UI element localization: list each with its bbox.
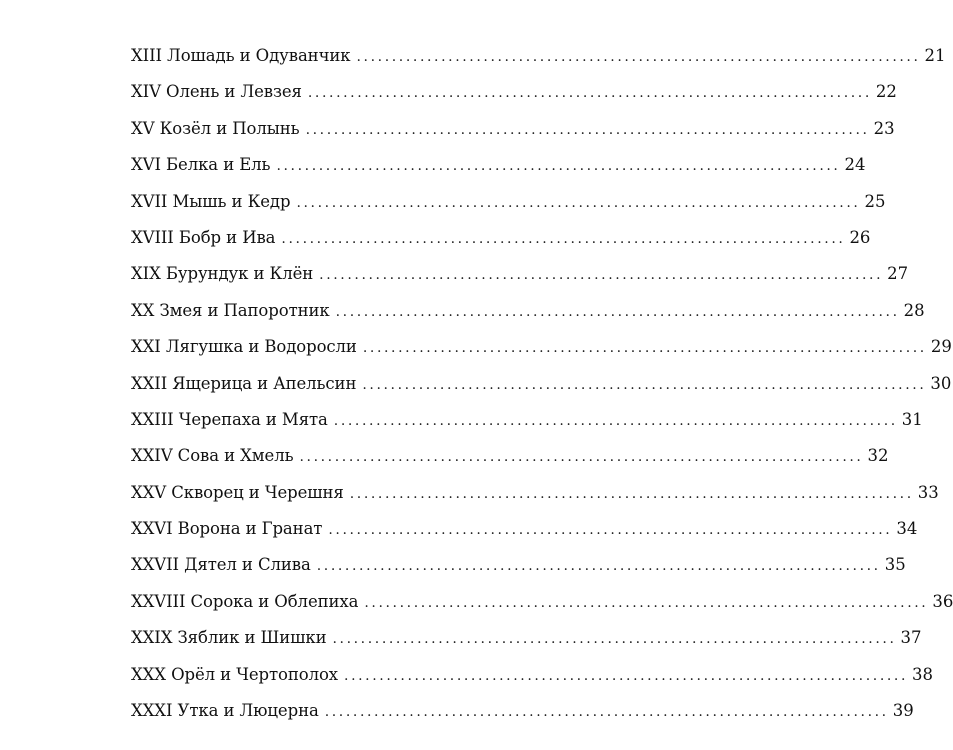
entry-title: XVIII Бобр и Ива — [131, 227, 276, 247]
entry-page-number: 26 — [849, 227, 871, 247]
dot-leader: ................................................................................ — [281, 230, 846, 247]
table-of-contents — [131, 38, 953, 729]
toc-entry — [131, 220, 871, 256]
entry-title: XV Козёл и Полынь — [131, 118, 300, 138]
dot-leader: ................................................................................ — [333, 412, 898, 429]
entry-title: XIV Олень и Левзея — [131, 82, 302, 102]
entry-page-number: 33 — [917, 482, 939, 502]
entry-title: XX Змея и Папоротник — [131, 300, 330, 320]
entry-page-number: 30 — [930, 373, 952, 393]
entry-title: XXV Скворец и Черешня — [131, 482, 344, 502]
entry-page-number: 28 — [903, 300, 925, 320]
entry-title: XXVIII Сорока и Облепиха — [131, 591, 359, 611]
entry-title: XVII Мышь и Кедр — [131, 191, 291, 211]
dot-leader: ................................................................................ — [307, 85, 872, 102]
entry-page-number: 31 — [901, 409, 923, 429]
entry-page-number: 27 — [887, 264, 909, 284]
entry-page-number: 39 — [892, 701, 914, 721]
toc-entry — [131, 511, 918, 547]
entry-title: XVI Белка и Ель — [131, 155, 271, 175]
toc-entry — [131, 693, 914, 729]
toc-entry — [131, 547, 906, 583]
entry-title: XXIII Черепаха и Мята — [131, 409, 328, 429]
entry-title: XIII Лошадь и Одуванчик — [131, 46, 351, 65]
dot-leader: ................................................................................ — [335, 303, 900, 320]
toc-entry — [131, 657, 934, 693]
toc-entry — [131, 74, 897, 110]
entry-title: XXXI Утка и Люцерна — [131, 701, 319, 721]
dot-leader: ................................................................................ — [332, 631, 897, 648]
dot-leader: ................................................................................ — [344, 667, 909, 684]
toc-entry — [131, 584, 953, 620]
entry-page-number: 38 — [912, 664, 934, 684]
dot-leader: ................................................................................ — [328, 522, 893, 539]
toc-entry — [131, 438, 889, 474]
dot-leader: ................................................................................ — [362, 376, 927, 393]
toc-entry — [131, 111, 895, 147]
toc-entry — [131, 293, 925, 329]
dot-leader: ................................................................................ — [324, 704, 889, 721]
entry-title: XXI Лягушка и Водоросли — [131, 337, 357, 357]
entry-title: XIX Бурундук и Клён — [131, 264, 314, 284]
entry-page-number: 23 — [873, 118, 895, 138]
entry-page-number: 37 — [900, 628, 922, 648]
dot-leader: ................................................................................ — [299, 449, 864, 466]
dot-leader: ................................................................................ — [316, 558, 881, 575]
toc-entry — [131, 329, 952, 365]
entry-title: XXX Орёл и Чертополох — [131, 664, 339, 684]
dot-leader: ................................................................................ — [349, 485, 914, 502]
dot-leader: ................................................................................ — [362, 340, 927, 357]
entry-page-number: 21 — [924, 46, 946, 65]
dot-leader: ................................................................................ — [319, 267, 884, 284]
dot-leader: ................................................................................ — [296, 194, 861, 211]
entry-page-number: 22 — [875, 82, 897, 102]
entry-page-number: 34 — [896, 519, 918, 539]
toc-entry — [131, 475, 939, 511]
toc-entry — [131, 147, 866, 183]
entry-page-number: 35 — [884, 555, 906, 575]
toc-entry — [131, 38, 946, 74]
toc-entry — [131, 184, 886, 220]
dot-leader: ................................................................................ — [276, 158, 841, 175]
entry-page-number: 24 — [844, 155, 866, 175]
dot-leader: ................................................................................ — [356, 49, 921, 65]
entry-title: XXVI Ворона и Гранат — [131, 519, 323, 539]
entry-title: XXIX Зяблик и Шишки — [131, 628, 327, 648]
entry-title: XXVII Дятел и Слива — [131, 555, 311, 575]
entry-page-number: 25 — [864, 191, 886, 211]
entry-title: XXII Ящерица и Апельсин — [131, 373, 357, 393]
toc-entry — [131, 402, 923, 438]
toc-entry — [131, 366, 952, 402]
dot-leader: ................................................................................ — [364, 594, 929, 611]
entry-page-number: 29 — [930, 337, 952, 357]
toc-entry — [131, 620, 922, 656]
entry-title: XXIV Сова и Хмель — [131, 446, 294, 466]
dot-leader: ................................................................................ — [305, 121, 870, 138]
toc-entry — [131, 256, 909, 292]
entry-page-number: 32 — [867, 446, 889, 466]
entry-page-number: 36 — [932, 591, 953, 611]
